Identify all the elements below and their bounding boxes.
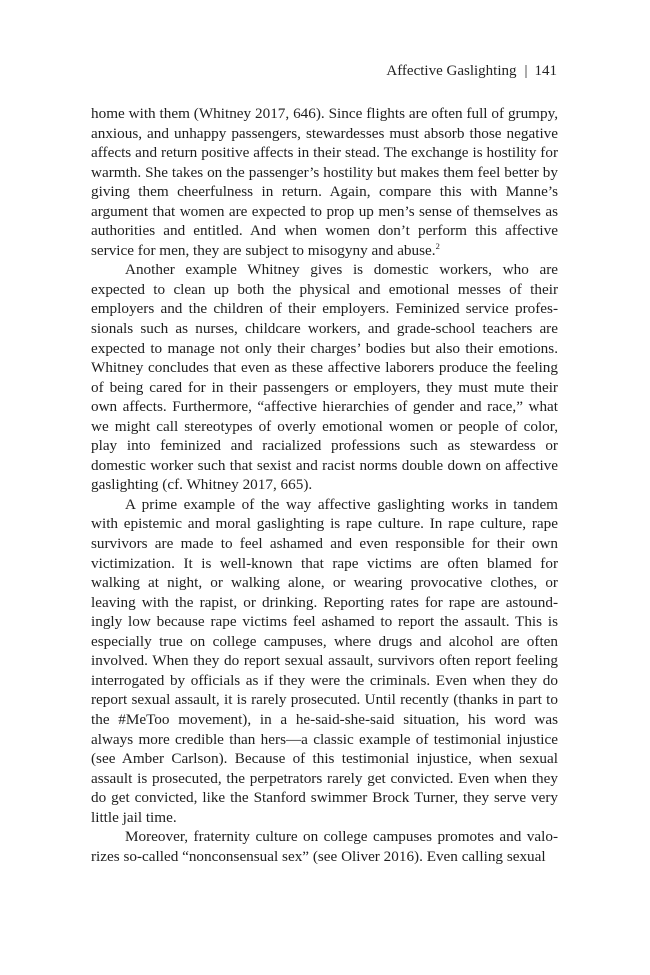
paragraph-rape-culture: A prime example of the way affective gaslighting works in tandem with epistemic and moral gaslighting is rape culture. In rape culture, rape survivors are made to feel ashamed and even responsible for their own victimization. It is well-known that rape victims are often blamed for walking at night, or walking alone, or wearing provocative clothes, or leaving with the rapist, or drinking. Reporting rates for rape are astoundingly low because rape victims feel ashamed to report the assault. This is especially true on college campuses, where drugs and alcohol are often involved. When they do report sexual assault, survivors often report feeling interrogated by officials as if they were the criminals. Even when they do report sexual assault, it is rarely prosecuted. Until recently (thanks in part to the #MeToo movement), in a he-said-she-said situation, his word was always more credible than hers—a classic example of testimonial injustice (see Amber Carlson). Because of this testimonial injustice, when sexual assault is prosecuted, the perpetrators rarely get convicted. Even when they do get convicted, like the Stanford swimmer Brock Turner, they serve very little jail time. [91, 495, 558, 826]
footnote-marker: 2 [435, 240, 440, 251]
running-head [386, 61, 557, 81]
paragraph-continued [91, 104, 558, 260]
body-text [91, 104, 558, 866]
running-title: Affective Gaslighting [386, 63, 517, 79]
paragraph-text: home with them (Whitney 2017, 646). Since flights are often full of grumpy, anxious, and unhappy passengers, stewardesses must absorb those negative affects and return positive affects in their stead. The exchange is hostility for warmth. She takes on the passenger’s hostility but makes them feel better by giving them cheerfulness in return. Again, compare this with Manne’s argument that women are expected to prop up men’s sense of themselves as authorities and entitled. And when women don’t perform this affective service for men, they are subject to misogyny and abuse. [91, 105, 558, 259]
paragraph-fraternity-culture: Moreover, fraternity culture on college campuses promotes and valorizes so-called “nonconsensual sex” (see Oliver 2016). Even calling sexual [91, 828, 558, 865]
paragraph-domestic-workers: Another example Whitney gives is domestic workers, who are expected to clean up both the physical and emotional messes of their employers and the children of their employers. Feminized service professionals such as nurses, childcare workers, and grade-school teachers are expected to manage not only their charges’ bodies but also their emotions. Whitney concludes that even as these affective laborers produce the feeling of being cared for in their passengers or employers, they must mute their own affects. Furthermore, “affective hierarchies of gender and race,” what we might call stereotypes of overly emotional women or people of color, play into feminized and racialized professions such as stewardess or domestic worker such that sexist and racist norms double down on affective gaslighting (cf. Whitney 2017, 665). [91, 261, 558, 494]
page-number: 141 [534, 63, 557, 79]
header-separator: | [524, 63, 528, 79]
